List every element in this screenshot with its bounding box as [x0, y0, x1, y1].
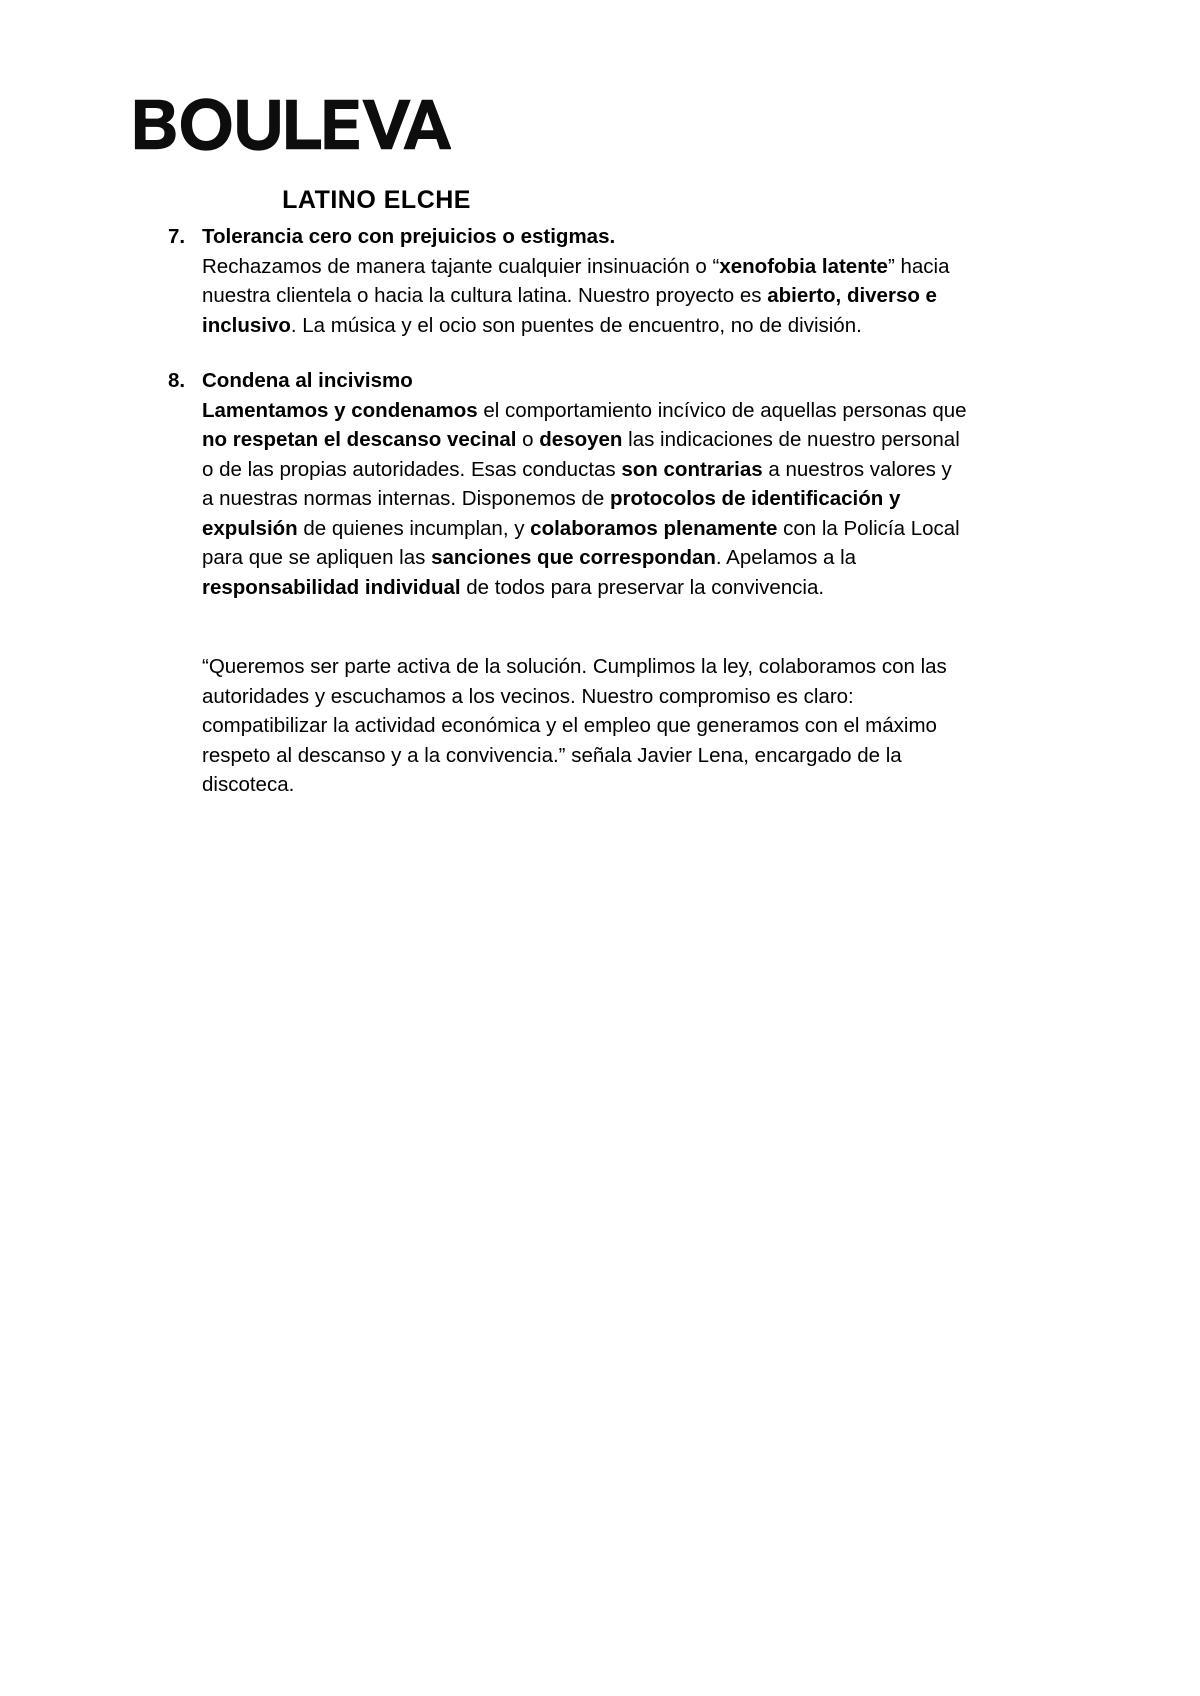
list-item-paragraph: Rechazamos de manera tajante cualquier insinuación o “xenofobia latente” hacia nuestra clientela o hacia la cultura latina. Nuestro proyecto es abierto, diverso e inclusivo. La música y el ocio son puentes de encuentro, no de división.: [202, 254, 950, 337]
list-item-title: Tolerancia cero con prejuicios o estigmas.: [202, 225, 616, 248]
document-body: [0, 222, 1200, 796]
logo-tail-letters: [131, 151, 451, 187]
list-item-content: [202, 222, 968, 340]
closing-quote: “Queremos ser parte activa de la solución. Cumplimos la ley, colaboramos con las autoridades y escuchamos a los vecinos. Nuestro compromiso es claro: compatibilizar la actividad económica y el empleo que generamos con el máximo respeto al descanso y a la convivencia.” señala Javier Lena, encargado de la discoteca.: [202, 655, 947, 796]
list-item-marker: 8.: [168, 369, 186, 392]
logo-subtitle: LATINO ELCHE: [282, 186, 471, 215]
list-item: [0, 222, 1200, 340]
list-item: [0, 366, 1200, 602]
list-item-title: Condena al incivismo: [202, 369, 413, 392]
list-item-paragraph: Lamentamos y condenamos el comportamiento incívico de aquellas personas que no respetan el descanso vecinal o desoyen las indicaciones de nuestro personal o de las propias autoridades. Esas conductas son contrarias a nuestros valores y a nuestras normas internas. Disponemos de protocolos de identificación y expulsión de quienes incumplan, y colaboramos plenamente con la Policía Local para que se apliquen las sanciones que correspondan. Apelamos a la responsabilidad individual de todos para preservar la convivencia.: [202, 398, 967, 599]
numbered-list: [0, 222, 1200, 602]
list-item-marker: 7.: [168, 225, 186, 248]
list-item-content: [202, 366, 968, 602]
letterhead: [131, 92, 471, 213]
boulevard-latino-elche-logo: [131, 92, 451, 155]
